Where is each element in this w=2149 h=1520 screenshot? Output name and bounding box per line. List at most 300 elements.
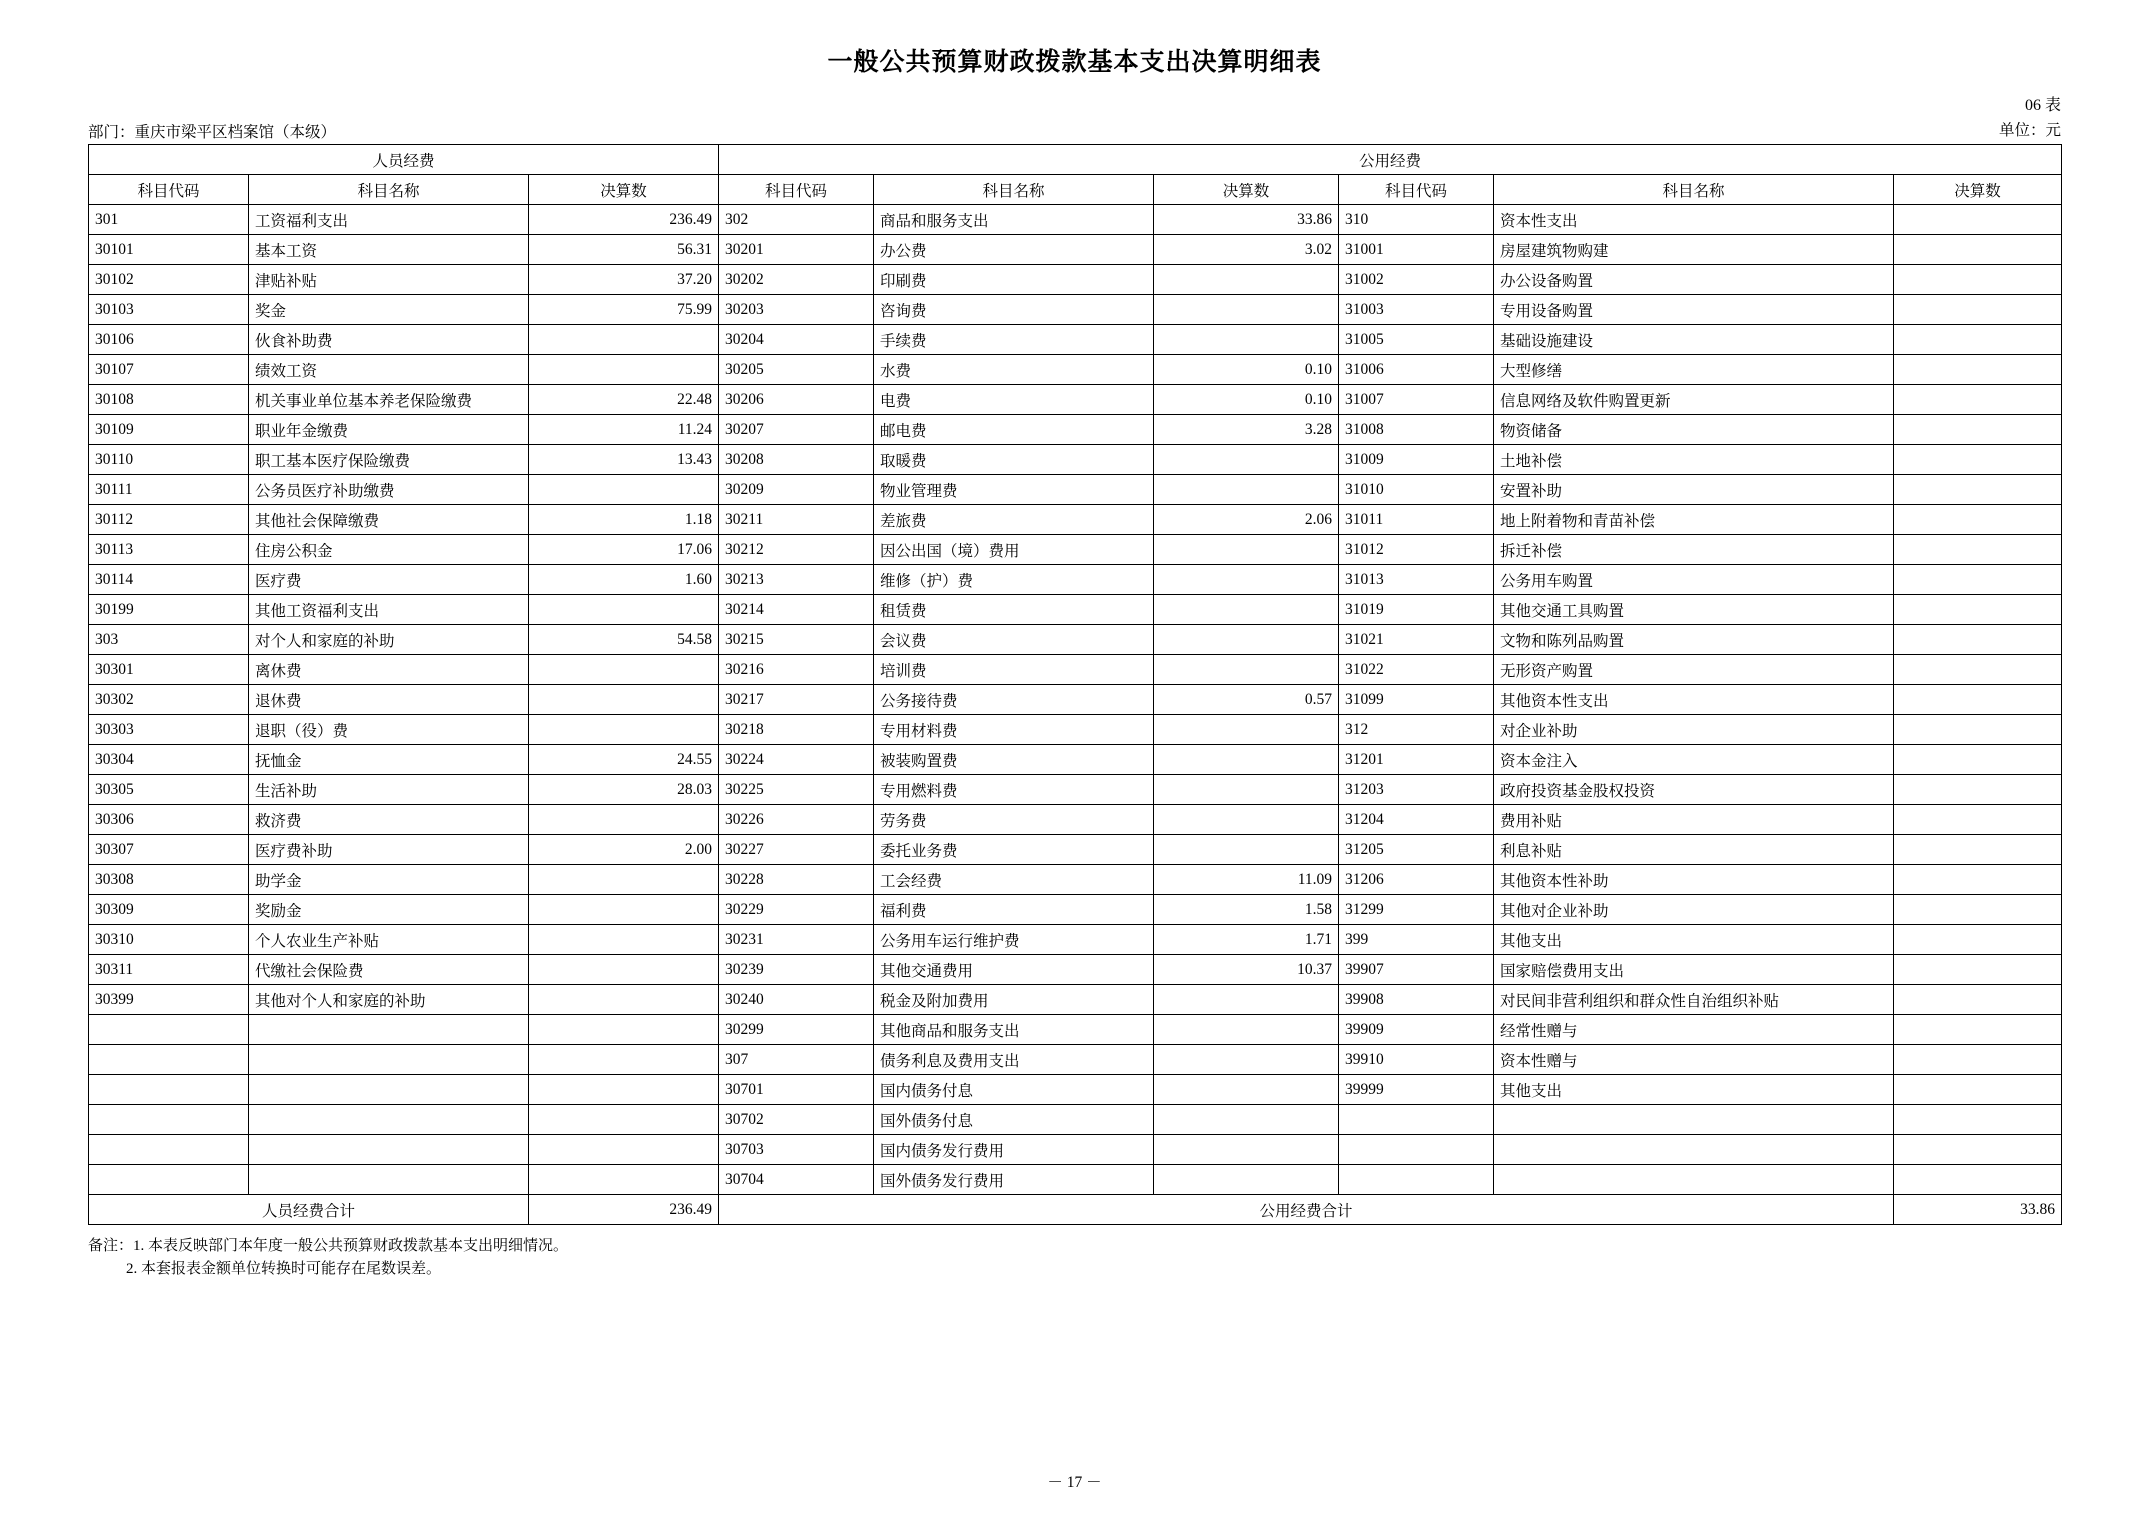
cell-amount	[1154, 1105, 1339, 1135]
cell-code: 30199	[89, 595, 249, 625]
cell-amount: 0.10	[1154, 355, 1339, 385]
cell-name: 助学金	[249, 865, 529, 895]
cell-amount	[1894, 1165, 2062, 1195]
cell-code	[89, 1015, 249, 1045]
col-head-name-3: 科目名称	[1494, 175, 1894, 205]
cell-name: 被装购置费	[874, 745, 1154, 775]
cell-name: 对个人和家庭的补助	[249, 625, 529, 655]
cell-code	[1339, 1135, 1494, 1165]
cell-code: 31206	[1339, 865, 1494, 895]
cell-amount	[1154, 1045, 1339, 1075]
cell-amount	[1154, 595, 1339, 625]
table-row	[89, 505, 2062, 535]
cell-code: 30109	[89, 415, 249, 445]
col-head-name-2: 科目名称	[874, 175, 1154, 205]
cell-amount	[1894, 1105, 2062, 1135]
page-number: － 17 －	[1047, 1474, 1102, 1491]
cell-name: 差旅费	[874, 505, 1154, 535]
cell-amount: 11.09	[1154, 865, 1339, 895]
cell-code: 30308	[89, 865, 249, 895]
cell-name: 专用设备购置	[1494, 295, 1894, 325]
cell-name: 电费	[874, 385, 1154, 415]
table-row	[89, 265, 2062, 295]
cell-name: 医疗费	[249, 565, 529, 595]
table-row	[89, 775, 2062, 805]
cell-amount	[529, 865, 719, 895]
cell-name: 其他对企业补助	[1494, 895, 1894, 925]
cell-name	[249, 1015, 529, 1045]
cell-name: 医疗费补助	[249, 835, 529, 865]
cell-name: 商品和服务支出	[874, 205, 1154, 235]
cell-name: 邮电费	[874, 415, 1154, 445]
table-row	[89, 535, 2062, 565]
cell-name	[1494, 1135, 1894, 1165]
cell-code: 30214	[719, 595, 874, 625]
cell-code: 30239	[719, 955, 874, 985]
cell-name: 国内债务发行费用	[874, 1135, 1154, 1165]
cell-code	[89, 1045, 249, 1075]
cell-name: 离休费	[249, 655, 529, 685]
cell-name: 国内债务付息	[874, 1075, 1154, 1105]
cell-code: 30203	[719, 295, 874, 325]
col-head-code-1: 科目代码	[89, 175, 249, 205]
table-row	[89, 835, 2062, 865]
cell-code: 31019	[1339, 595, 1494, 625]
cell-code: 30226	[719, 805, 874, 835]
cell-code: 31205	[1339, 835, 1494, 865]
cell-name: 其他支出	[1494, 925, 1894, 955]
cell-code: 39909	[1339, 1015, 1494, 1045]
cell-name: 费用补贴	[1494, 805, 1894, 835]
cell-amount	[529, 985, 719, 1015]
cell-code: 30702	[719, 1105, 874, 1135]
cell-code: 31022	[1339, 655, 1494, 685]
cell-code: 30202	[719, 265, 874, 295]
cell-amount	[1154, 655, 1339, 685]
note-line-1: 备注：1. 本表反映部门本年度一般公共预算财政拨款基本支出明细情况。	[88, 1238, 569, 1254]
cell-code: 30302	[89, 685, 249, 715]
cell-code	[89, 1135, 249, 1165]
cell-amount: 33.86	[1154, 205, 1339, 235]
table-row	[89, 625, 2062, 655]
cell-name: 工会经费	[874, 865, 1154, 895]
cell-name: 会议费	[874, 625, 1154, 655]
cell-name: 绩效工资	[249, 355, 529, 385]
cell-amount	[1894, 865, 2062, 895]
cell-code: 31008	[1339, 415, 1494, 445]
cell-name: 地上附着物和青苗补偿	[1494, 505, 1894, 535]
cell-amount: 236.49	[529, 205, 719, 235]
personnel-total-value: 236.49	[529, 1195, 719, 1225]
cell-amount: 1.58	[1154, 895, 1339, 925]
cell-name: 个人农业生产补贴	[249, 925, 529, 955]
table-row	[89, 715, 2062, 745]
table-footer	[89, 1195, 2062, 1225]
cell-name: 经常性赠与	[1494, 1015, 1894, 1045]
table-row	[89, 1165, 2062, 1195]
cell-code: 30110	[89, 445, 249, 475]
cell-name: 奖金	[249, 295, 529, 325]
cell-code: 30703	[719, 1135, 874, 1165]
cell-amount	[529, 595, 719, 625]
cell-name: 福利费	[874, 895, 1154, 925]
cell-amount	[529, 655, 719, 685]
cell-name	[249, 1105, 529, 1135]
cell-code: 310	[1339, 205, 1494, 235]
cell-code: 30213	[719, 565, 874, 595]
cell-code: 31006	[1339, 355, 1494, 385]
cell-name: 拆迁补偿	[1494, 535, 1894, 565]
cell-amount	[1154, 775, 1339, 805]
cell-amount: 1.71	[1154, 925, 1339, 955]
cell-name: 国外债务发行费用	[874, 1165, 1154, 1195]
cell-name: 基本工资	[249, 235, 529, 265]
table-row	[89, 745, 2062, 775]
cell-name: 其他交通费用	[874, 955, 1154, 985]
cell-amount	[1894, 595, 2062, 625]
cell-name	[249, 1165, 529, 1195]
cell-name: 培训费	[874, 655, 1154, 685]
cell-name: 其他社会保障缴费	[249, 505, 529, 535]
cell-amount: 75.99	[529, 295, 719, 325]
cell-name	[249, 1075, 529, 1105]
cell-name: 取暖费	[874, 445, 1154, 475]
cell-code: 30310	[89, 925, 249, 955]
table-row	[89, 295, 2062, 325]
cell-amount	[1154, 1135, 1339, 1165]
cell-code: 30107	[89, 355, 249, 385]
cell-amount	[529, 355, 719, 385]
cell-amount	[1154, 625, 1339, 655]
cell-name: 办公设备购置	[1494, 265, 1894, 295]
cell-code: 30206	[719, 385, 874, 415]
cell-name: 税金及附加费用	[874, 985, 1154, 1015]
cell-name: 退休费	[249, 685, 529, 715]
cell-amount	[1894, 1015, 2062, 1045]
cell-amount	[1894, 235, 2062, 265]
cell-amount	[1894, 445, 2062, 475]
cell-code: 30701	[719, 1075, 874, 1105]
cell-name: 办公费	[874, 235, 1154, 265]
table-row	[89, 985, 2062, 1015]
cell-amount: 0.57	[1154, 685, 1339, 715]
cell-name: 利息补贴	[1494, 835, 1894, 865]
cell-code: 30309	[89, 895, 249, 925]
cell-amount	[529, 1015, 719, 1045]
cell-name: 专用材料费	[874, 715, 1154, 745]
table-row	[89, 1075, 2062, 1105]
cell-amount: 17.06	[529, 535, 719, 565]
totals-row	[89, 1195, 2062, 1225]
cell-amount	[529, 685, 719, 715]
public-total-value: 33.86	[1894, 1195, 2062, 1225]
cell-name: 国外债务付息	[874, 1105, 1154, 1135]
cell-code	[89, 1165, 249, 1195]
table-row	[89, 1015, 2062, 1045]
cell-amount	[1894, 985, 2062, 1015]
cell-amount	[1894, 625, 2062, 655]
cell-code: 30217	[719, 685, 874, 715]
cell-amount: 24.55	[529, 745, 719, 775]
cell-code: 30215	[719, 625, 874, 655]
cell-name: 专用燃料费	[874, 775, 1154, 805]
col-head-code-3: 科目代码	[1339, 175, 1494, 205]
cell-amount	[1894, 295, 2062, 325]
cell-amount: 56.31	[529, 235, 719, 265]
cell-name: 资本性赠与	[1494, 1045, 1894, 1075]
budget-detail-table	[88, 144, 2062, 1225]
cell-name: 大型修缮	[1494, 355, 1894, 385]
table-row	[89, 325, 2062, 355]
cell-code: 30101	[89, 235, 249, 265]
table-row	[89, 895, 2062, 925]
cell-amount	[529, 1135, 719, 1165]
cell-amount	[1894, 385, 2062, 415]
cell-amount: 37.20	[529, 265, 719, 295]
cell-amount	[1894, 415, 2062, 445]
cell-code: 31011	[1339, 505, 1494, 535]
cell-amount	[1894, 1135, 2062, 1165]
cell-amount	[529, 955, 719, 985]
cell-code: 303	[89, 625, 249, 655]
cell-amount	[1894, 565, 2062, 595]
cell-code: 30208	[719, 445, 874, 475]
cell-name	[249, 1045, 529, 1075]
cell-amount	[1154, 535, 1339, 565]
cell-amount	[1894, 265, 2062, 295]
table-row	[89, 385, 2062, 415]
cell-code: 31002	[1339, 265, 1494, 295]
col-head-amount-3: 决算数	[1894, 175, 2062, 205]
cell-amount	[1894, 775, 2062, 805]
cell-code: 39908	[1339, 985, 1494, 1015]
cell-name: 政府投资基金股权投资	[1494, 775, 1894, 805]
cell-code: 31021	[1339, 625, 1494, 655]
cell-amount	[1894, 1075, 2062, 1105]
cell-name: 其他支出	[1494, 1075, 1894, 1105]
column-header-row	[89, 175, 2062, 205]
cell-code: 30113	[89, 535, 249, 565]
cell-name: 手续费	[874, 325, 1154, 355]
cell-amount: 3.28	[1154, 415, 1339, 445]
cell-code: 31010	[1339, 475, 1494, 505]
table-body	[89, 205, 2062, 1195]
cell-code: 30102	[89, 265, 249, 295]
cell-name: 房屋建筑物购建	[1494, 235, 1894, 265]
cell-code: 31013	[1339, 565, 1494, 595]
cell-name: 物资储备	[1494, 415, 1894, 445]
cell-amount	[529, 895, 719, 925]
table-row	[89, 235, 2062, 265]
cell-code: 39910	[1339, 1045, 1494, 1075]
cell-amount: 11.24	[529, 415, 719, 445]
table-row	[89, 565, 2062, 595]
cell-amount	[1894, 715, 2062, 745]
cell-code: 30224	[719, 745, 874, 775]
cell-amount	[1894, 895, 2062, 925]
table-header	[89, 145, 2062, 205]
cell-code: 302	[719, 205, 874, 235]
cell-amount	[1154, 1015, 1339, 1045]
cell-amount	[1894, 505, 2062, 535]
table-row	[89, 655, 2062, 685]
cell-amount: 28.03	[529, 775, 719, 805]
cell-code: 312	[1339, 715, 1494, 745]
cell-code: 30240	[719, 985, 874, 1015]
cell-code: 30704	[719, 1165, 874, 1195]
cell-name: 咨询费	[874, 295, 1154, 325]
cell-amount: 2.06	[1154, 505, 1339, 535]
unit-label: 单位：元	[1998, 122, 2061, 139]
cell-name: 代缴社会保险费	[249, 955, 529, 985]
cell-amount: 0.10	[1154, 385, 1339, 415]
note-line-2: 2. 本套报表金额单位转换时可能存在尾数误差。	[126, 1260, 442, 1277]
cell-name: 无形资产购置	[1494, 655, 1894, 685]
cell-code: 30303	[89, 715, 249, 745]
cell-code: 30305	[89, 775, 249, 805]
table-row	[89, 685, 2062, 715]
cell-code: 30106	[89, 325, 249, 355]
cell-code: 31001	[1339, 235, 1494, 265]
cell-code: 30216	[719, 655, 874, 685]
table-row	[89, 595, 2062, 625]
cell-code	[1339, 1165, 1494, 1195]
table-row	[89, 355, 2062, 385]
cell-amount	[529, 325, 719, 355]
cell-code: 30207	[719, 415, 874, 445]
cell-amount	[1894, 655, 2062, 685]
cell-amount: 1.60	[529, 565, 719, 595]
page-title: 一般公共预算财政拨款基本支出决算明细表	[827, 49, 1322, 76]
table-row	[89, 415, 2062, 445]
public-total-label: 公用经费合计	[719, 1195, 1894, 1225]
cell-name: 公务用车购置	[1494, 565, 1894, 595]
cell-amount	[1154, 745, 1339, 775]
cell-name: 租赁费	[874, 595, 1154, 625]
cell-amount	[1894, 925, 2062, 955]
cell-amount	[1894, 355, 2062, 385]
table-row	[89, 1105, 2062, 1135]
cell-name: 资本性支出	[1494, 205, 1894, 235]
cell-code: 30299	[719, 1015, 874, 1045]
col-head-code-2: 科目代码	[719, 175, 874, 205]
cell-name: 资本金注入	[1494, 745, 1894, 775]
cell-amount	[529, 715, 719, 745]
table-row	[89, 205, 2062, 235]
cell-amount	[1154, 985, 1339, 1015]
cell-amount	[1894, 805, 2062, 835]
cell-code: 307	[719, 1045, 874, 1075]
cell-name: 职业年金缴费	[249, 415, 529, 445]
cell-name: 对企业补助	[1494, 715, 1894, 745]
cell-name: 住房公积金	[249, 535, 529, 565]
cell-amount	[1894, 835, 2062, 865]
cell-name: 国家赔偿费用支出	[1494, 955, 1894, 985]
cell-code: 31012	[1339, 535, 1494, 565]
group-header-personnel: 人员经费	[89, 145, 719, 175]
cell-amount	[1154, 325, 1339, 355]
cell-name: 安置补助	[1494, 475, 1894, 505]
cell-code: 31005	[1339, 325, 1494, 355]
cell-code: 301	[89, 205, 249, 235]
cell-amount	[529, 475, 719, 505]
table-row	[89, 1135, 2062, 1165]
department-label: 部门：重庆市梁平区档案馆（本级）	[88, 124, 337, 141]
table-row	[89, 445, 2062, 475]
table-row	[89, 925, 2062, 955]
cell-amount	[529, 805, 719, 835]
cell-name: 公务用车运行维护费	[874, 925, 1154, 955]
cell-code: 30211	[719, 505, 874, 535]
cell-code: 399	[1339, 925, 1494, 955]
cell-amount: 2.00	[529, 835, 719, 865]
cell-amount	[529, 1105, 719, 1135]
cell-amount	[1154, 445, 1339, 475]
cell-amount	[1894, 325, 2062, 355]
cell-name: 救济费	[249, 805, 529, 835]
cell-amount	[1154, 1165, 1339, 1195]
cell-code	[89, 1075, 249, 1105]
cell-amount: 22.48	[529, 385, 719, 415]
cell-name: 奖励金	[249, 895, 529, 925]
cell-code: 30204	[719, 325, 874, 355]
cell-amount	[529, 1075, 719, 1105]
cell-code	[89, 1105, 249, 1135]
cell-name: 物业管理费	[874, 475, 1154, 505]
cell-name: 其他对个人和家庭的补助	[249, 985, 529, 1015]
cell-amount: 54.58	[529, 625, 719, 655]
cell-amount	[1894, 955, 2062, 985]
cell-name: 津贴补贴	[249, 265, 529, 295]
cell-name: 机关事业单位基本养老保险缴费	[249, 385, 529, 415]
cell-code: 39999	[1339, 1075, 1494, 1105]
table-row	[89, 955, 2062, 985]
cell-name: 委托业务费	[874, 835, 1154, 865]
cell-name: 基础设施建设	[1494, 325, 1894, 355]
table-row	[89, 805, 2062, 835]
cell-code: 30201	[719, 235, 874, 265]
cell-code: 30212	[719, 535, 874, 565]
cell-code: 30307	[89, 835, 249, 865]
cell-code: 31003	[1339, 295, 1494, 325]
cell-name: 债务利息及费用支出	[874, 1045, 1154, 1075]
table-row	[89, 865, 2062, 895]
cell-code: 30399	[89, 985, 249, 1015]
cell-amount	[1894, 1045, 2062, 1075]
cell-code: 31299	[1339, 895, 1494, 925]
cell-code: 30301	[89, 655, 249, 685]
cell-name: 信息网络及软件购置更新	[1494, 385, 1894, 415]
group-header-public: 公用经费	[719, 145, 2062, 175]
cell-amount	[529, 1165, 719, 1195]
cell-amount	[1154, 565, 1339, 595]
cell-code: 30114	[89, 565, 249, 595]
cell-code: 30112	[89, 505, 249, 535]
cell-amount	[1154, 805, 1339, 835]
cell-amount	[529, 1045, 719, 1075]
cell-name	[1494, 1105, 1894, 1135]
col-head-amount-2: 决算数	[1154, 175, 1339, 205]
cell-code: 30304	[89, 745, 249, 775]
cell-name: 文物和陈列品购置	[1494, 625, 1894, 655]
cell-amount	[1154, 295, 1339, 325]
cell-name: 因公出国（境）费用	[874, 535, 1154, 565]
cell-code: 30229	[719, 895, 874, 925]
cell-code: 30231	[719, 925, 874, 955]
cell-code: 31099	[1339, 685, 1494, 715]
cell-amount: 1.18	[529, 505, 719, 535]
cell-code: 31203	[1339, 775, 1494, 805]
